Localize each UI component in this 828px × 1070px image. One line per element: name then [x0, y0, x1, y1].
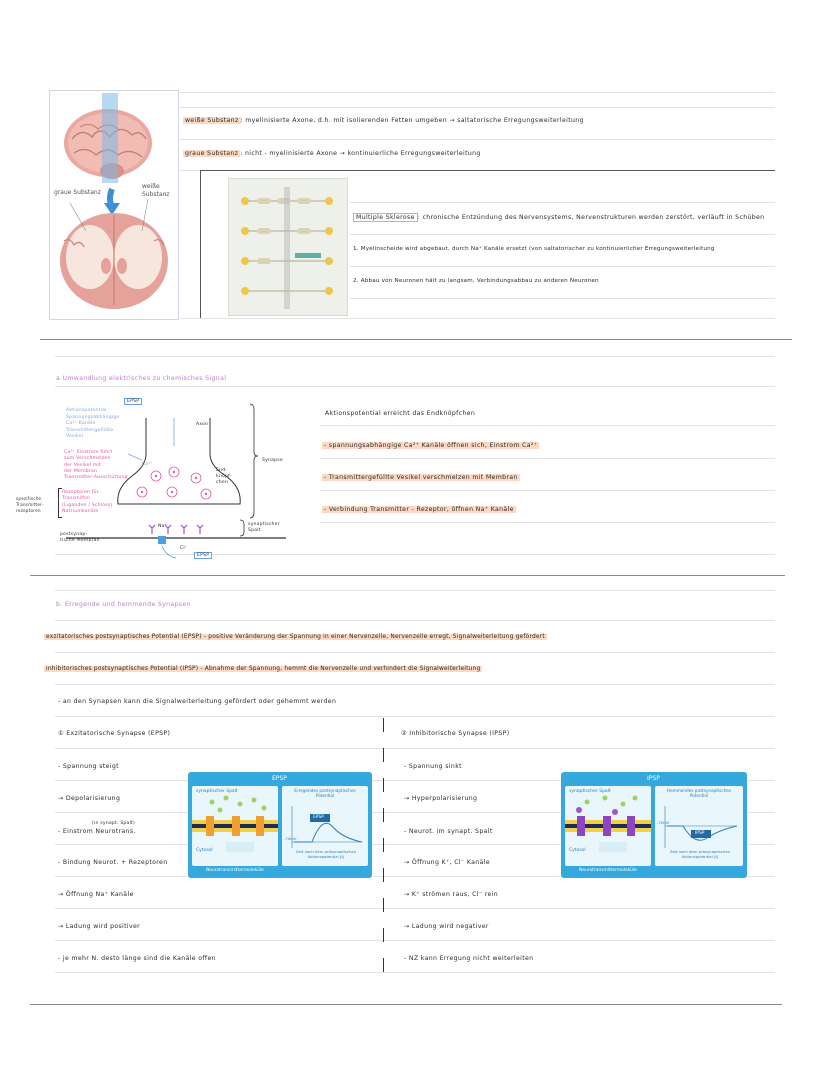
epsp-cleft-label: synaptischer Spalt — [196, 789, 238, 794]
inhibitory-item-5: → K⁺ strömen raus, Cl⁻ rein — [404, 891, 498, 898]
inhibitory-title: ② Inhibitorische Synapse (IPSP) — [401, 730, 510, 737]
diagram-label-ca: Ca²⁺ — [142, 462, 154, 467]
epsp-figure — [188, 772, 372, 878]
excitatory-item-4: - Einstrom Neurotrans. — [58, 828, 136, 835]
excitatory-item-7: → Ladung wird positiver — [58, 923, 141, 930]
ipsp-definition: inhibitorisches postsynaptisches Potential (IPSP) - Abnahme der Spannung, hemmt die Nervenzelle und verhindert die Signalweiterleitung — [46, 666, 481, 672]
diagram-label-endknoepfchen: End-knöpf-chen — [216, 468, 232, 485]
ms-point-2: 2. Abbau von Neuronen hält zu langsam, Verbindungsabbau zu anderen Neuronen — [353, 278, 599, 284]
epsp-top-label: Erregendes postsynaptisches Potential — [294, 788, 356, 798]
diagram-label-post: postsynap-tische Membran — [60, 532, 100, 543]
epsp-synapse-box — [192, 786, 278, 866]
ipsp-synapse-box — [565, 786, 651, 866]
ipsp-axis: Zeit nach dem präsynaptischen Aktionspotential [t] — [669, 849, 731, 859]
note-rezeptoren: Rezeptoren für — [62, 490, 99, 495]
epsp-mv: -70mV — [284, 836, 297, 841]
brain-label-grey: graue Substanz — [54, 189, 101, 196]
note-ca-kanaele: Ca²⁺ Kanäle — [66, 421, 96, 426]
note-vesikel: Vesikel — [66, 434, 84, 439]
ipsp-legend: Neurotransmittermoleküle — [579, 868, 637, 873]
excitatory-item-1: - Spannung steigt — [58, 763, 119, 770]
note-natriumkanaele: Natriumkanäle — [62, 508, 99, 514]
white-matter-line: weiße Substanz : myelinisierte Axone, d.h. mit isolierenden Fetten umgeben → saltatorische Erregungsweiterleitung — [185, 117, 584, 124]
section-divider-1 — [40, 339, 792, 340]
grey-matter-line: graue Substanz : nicht - myelinisierte Axone → kontinuierliche Erregungsweiterleitung — [185, 150, 481, 157]
diagram-label-axon: Axon — [196, 422, 209, 427]
inhibitory-item-7: - NZ kann Erregung nicht weiterleiten — [404, 955, 534, 962]
ipsp-top-label: Hemmendes postsynaptisches Potential — [666, 788, 732, 798]
inhibitory-item-1: - Spannung sinkt — [404, 763, 462, 770]
section3-heading: b. Erregende und hemmende Synapsen — [56, 601, 191, 608]
diagram-label-cleft: synaptischer Spalt — [248, 522, 280, 533]
brain-illustration — [49, 90, 179, 320]
ms-bracket-top — [200, 170, 775, 171]
note-aktionspotential: Aktionspotential — [66, 408, 107, 413]
ms-bracket — [200, 170, 201, 318]
excitatory-item-2: → Depolarisierung — [58, 795, 121, 802]
synapse-summary: - an den Synapsen kann die Signalweiterleitung gefördert oder gehemmt werden — [58, 698, 337, 705]
synapse-step-3: - Transmittergefüllte Vesikel verschmelzen mit Membran — [324, 474, 518, 481]
diagram-badge-epsp-top: EPSP — [124, 398, 142, 405]
inhibitory-item-4: → Öffnung K⁺, Cl⁻ Kanäle — [404, 859, 490, 866]
ipsp-cytosol-label: Cytosol — [569, 848, 586, 853]
epsp-figure-title: EPSP — [272, 775, 287, 782]
ipsp-figure — [561, 772, 747, 878]
inhibitory-item-3: - Neurot. im synapt. Spalt — [404, 828, 493, 835]
ipsp-mv: -70mV — [657, 820, 670, 825]
inhibitory-item-6: → Ladung wird negativer — [404, 923, 489, 930]
excitatory-title: ① Exzitatorische Synapse (EPSP) — [58, 730, 171, 737]
ipsp-figure-title: IPSP — [647, 775, 660, 782]
left-side-label: spezifische Transmitter- rezeptoren — [16, 496, 44, 513]
brain-label-white: weiße Substanz — [142, 183, 170, 198]
epsp-definition: exzitatorisches postsynaptisches Potential (EPSP) - positive Veränderung der Spannung in einer Nervenzelle, Nervenzelle erregt, Signalweiterleitung gefördert — [46, 634, 545, 640]
synapse-step-2: - spannungsabhängige Ca²⁺ Kanäle öffnen sich, Einstrom Ca²⁺ — [324, 442, 538, 449]
diagram-label-cl: Cl⁻ — [180, 546, 188, 551]
diagram-label-synapse: Synapse — [262, 458, 283, 463]
synapse-diagram — [56, 396, 306, 566]
excitatory-item-3: (in synapt. Spalt) — [92, 821, 136, 826]
column-divider — [383, 718, 384, 980]
note-transmitter: Transmitter — [62, 496, 91, 502]
epsp-cytosol-label: Cytosol — [196, 848, 213, 853]
note-vesikel-mit: der Vesikel mit — [64, 462, 101, 468]
note-membran: der Membran — [64, 468, 98, 474]
ipsp-graph-box — [655, 786, 743, 866]
excitatory-item-8: - je mehr N. desto länge sind die Kanäle offen — [58, 955, 216, 962]
ms-neuron-figure — [228, 178, 348, 316]
note-liganden: (Liganden / Schloss) — [62, 502, 113, 508]
synapse-step-1: Aktionspotential erreicht das Endknöpfchen — [325, 410, 476, 417]
epsp-graph-box — [282, 786, 368, 866]
ipsp-cleft-label: synaptischer Spalt — [569, 789, 611, 794]
ms-definition: Multiple Sklerose : chronische Entzündung des Nervensystems, Nervenstrukturen werden zerstört, verläuft in Schüben — [353, 214, 764, 221]
note-verschmelzen: zum Verschmelzen — [64, 456, 111, 462]
note-ca-einstrom: Ca²⁺ Einstrom führt — [64, 450, 113, 455]
section2-heading: a.Umwandlung elektrisches zu chemisches Signal — [56, 375, 227, 382]
ms-point-1: 1. Myelinscheide wird abgebaut, durch Na⁺ Kanäle ersetzt (von saltatorischer zu kontinuierlicher Erregungsweiterleitung — [353, 246, 715, 252]
diagram-badge-epsp-bottom: EPSP — [194, 552, 212, 559]
ipsp-graph-tag: IPSP — [695, 831, 705, 836]
note-ausschuettung: Transmitter-Ausschüttung — [64, 475, 128, 481]
excitatory-item-5: - Bindung Neurot. + Rezeptoren — [58, 859, 168, 866]
note-spannungsabh: Spannungsabhängige — [66, 414, 120, 420]
epsp-graph-tag: EPSP — [313, 815, 324, 820]
note-transmittergef: Transmittergefüllte — [66, 427, 114, 433]
diagram-label-na: Na⁺ — [158, 524, 168, 529]
section-divider-2 — [30, 575, 785, 576]
inhibitory-item-2: → Hyperpolarisierung — [404, 795, 478, 802]
epsp-legend: Neurotransmittermoleküle — [206, 868, 264, 873]
section-divider-3 — [30, 1004, 782, 1005]
excitatory-item-6: → Öffnung Na⁺ Kanäle — [58, 891, 134, 898]
epsp-axis: Zeit nach dem präsynaptischen Aktionspotential [t] — [295, 849, 357, 859]
synapse-step-4: - Verbindung Transmitter - Rezeptor, öffnen Na⁺ Kanäle — [324, 506, 514, 513]
